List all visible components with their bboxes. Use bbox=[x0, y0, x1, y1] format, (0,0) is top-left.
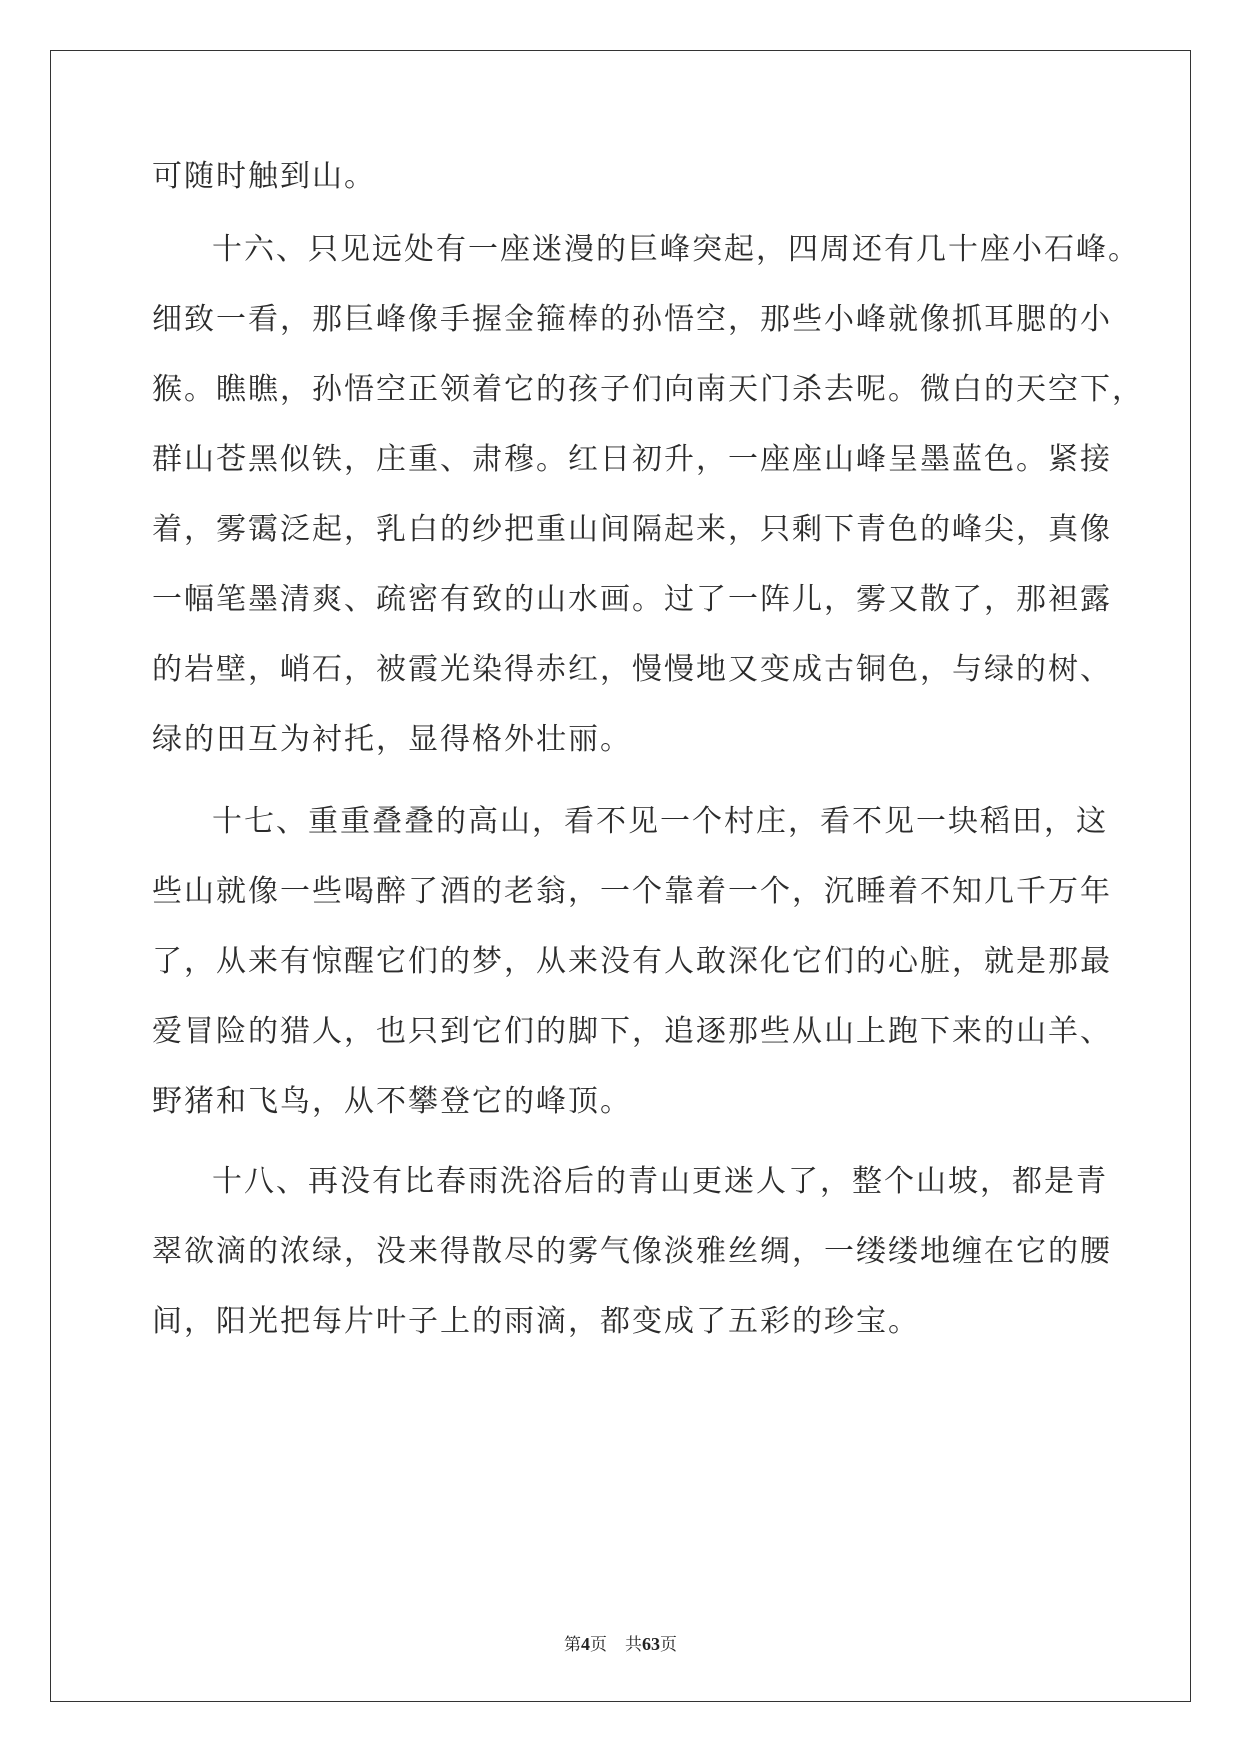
text-line: 翠欲滴的浓绿，没来得散尽的雾气像淡雅丝绸，一缕缕地缠在它的腰 bbox=[152, 1234, 1112, 1269]
text-line: 着，雾霭泛起，乳白的纱把重山间隔起来，只剩下青色的峰尖，真像 bbox=[152, 512, 1112, 547]
text-line: 些山就像一些喝醉了酒的老翁，一个靠着一个，沉睡着不知几千万年 bbox=[152, 874, 1112, 909]
text-line: 爱冒险的猎人，也只到它们的脚下，追逐那些从山上跑下来的山羊、 bbox=[152, 1014, 1112, 1049]
text-line: 间，阳光把每片叶子上的雨滴，都变成了五彩的珍宝。 bbox=[152, 1304, 920, 1339]
text-line: 绿的田互为衬托，显得格外壮丽。 bbox=[152, 722, 632, 757]
page-footer bbox=[0, 1632, 1241, 1657]
page-prefix: 第 bbox=[564, 1635, 581, 1655]
text-line: 猴。瞧瞧，孙悟空正领着它的孩子们向南天门杀去呢。微白的天空下， bbox=[152, 372, 1144, 407]
total-suffix: 页 bbox=[660, 1635, 677, 1655]
total-prefix: 共 bbox=[625, 1635, 642, 1655]
paragraph-start: 十六、只见远处有一座迷漫的巨峰突起，四周还有几十座小石峰。 bbox=[212, 232, 1140, 267]
text-line: 一幅笔墨清爽、疏密有致的山水画。过了一阵儿，雾又散了，那袒露 bbox=[152, 582, 1112, 617]
text-line: 的岩壁，峭石，被霞光染得赤红，慢慢地又变成古铜色，与绿的树、 bbox=[152, 652, 1112, 687]
paragraph-start: 十七、重重叠叠的高山，看不见一个村庄，看不见一块稻田，这 bbox=[212, 804, 1108, 839]
text-line: 野猪和飞鸟，从不攀登它的峰顶。 bbox=[152, 1084, 632, 1119]
text-line: 可随时触到山。 bbox=[152, 159, 376, 194]
page-suffix: 页 bbox=[590, 1635, 607, 1655]
text-line: 细致一看，那巨峰像手握金箍棒的孙悟空，那些小峰就像抓耳腮的小 bbox=[152, 302, 1112, 337]
paragraph-start: 十八、再没有比春雨洗浴后的青山更迷人了，整个山坡，都是青 bbox=[212, 1164, 1108, 1199]
page-number: 4 bbox=[581, 1634, 590, 1654]
total-pages: 63 bbox=[642, 1634, 660, 1654]
text-line: 了，从来有惊醒它们的梦，从来没有人敢深化它们的心脏，就是那最 bbox=[152, 944, 1112, 979]
text-line: 群山苍黑似铁，庄重、肃穆。红日初升，一座座山峰呈墨蓝色。紧接 bbox=[152, 442, 1112, 477]
